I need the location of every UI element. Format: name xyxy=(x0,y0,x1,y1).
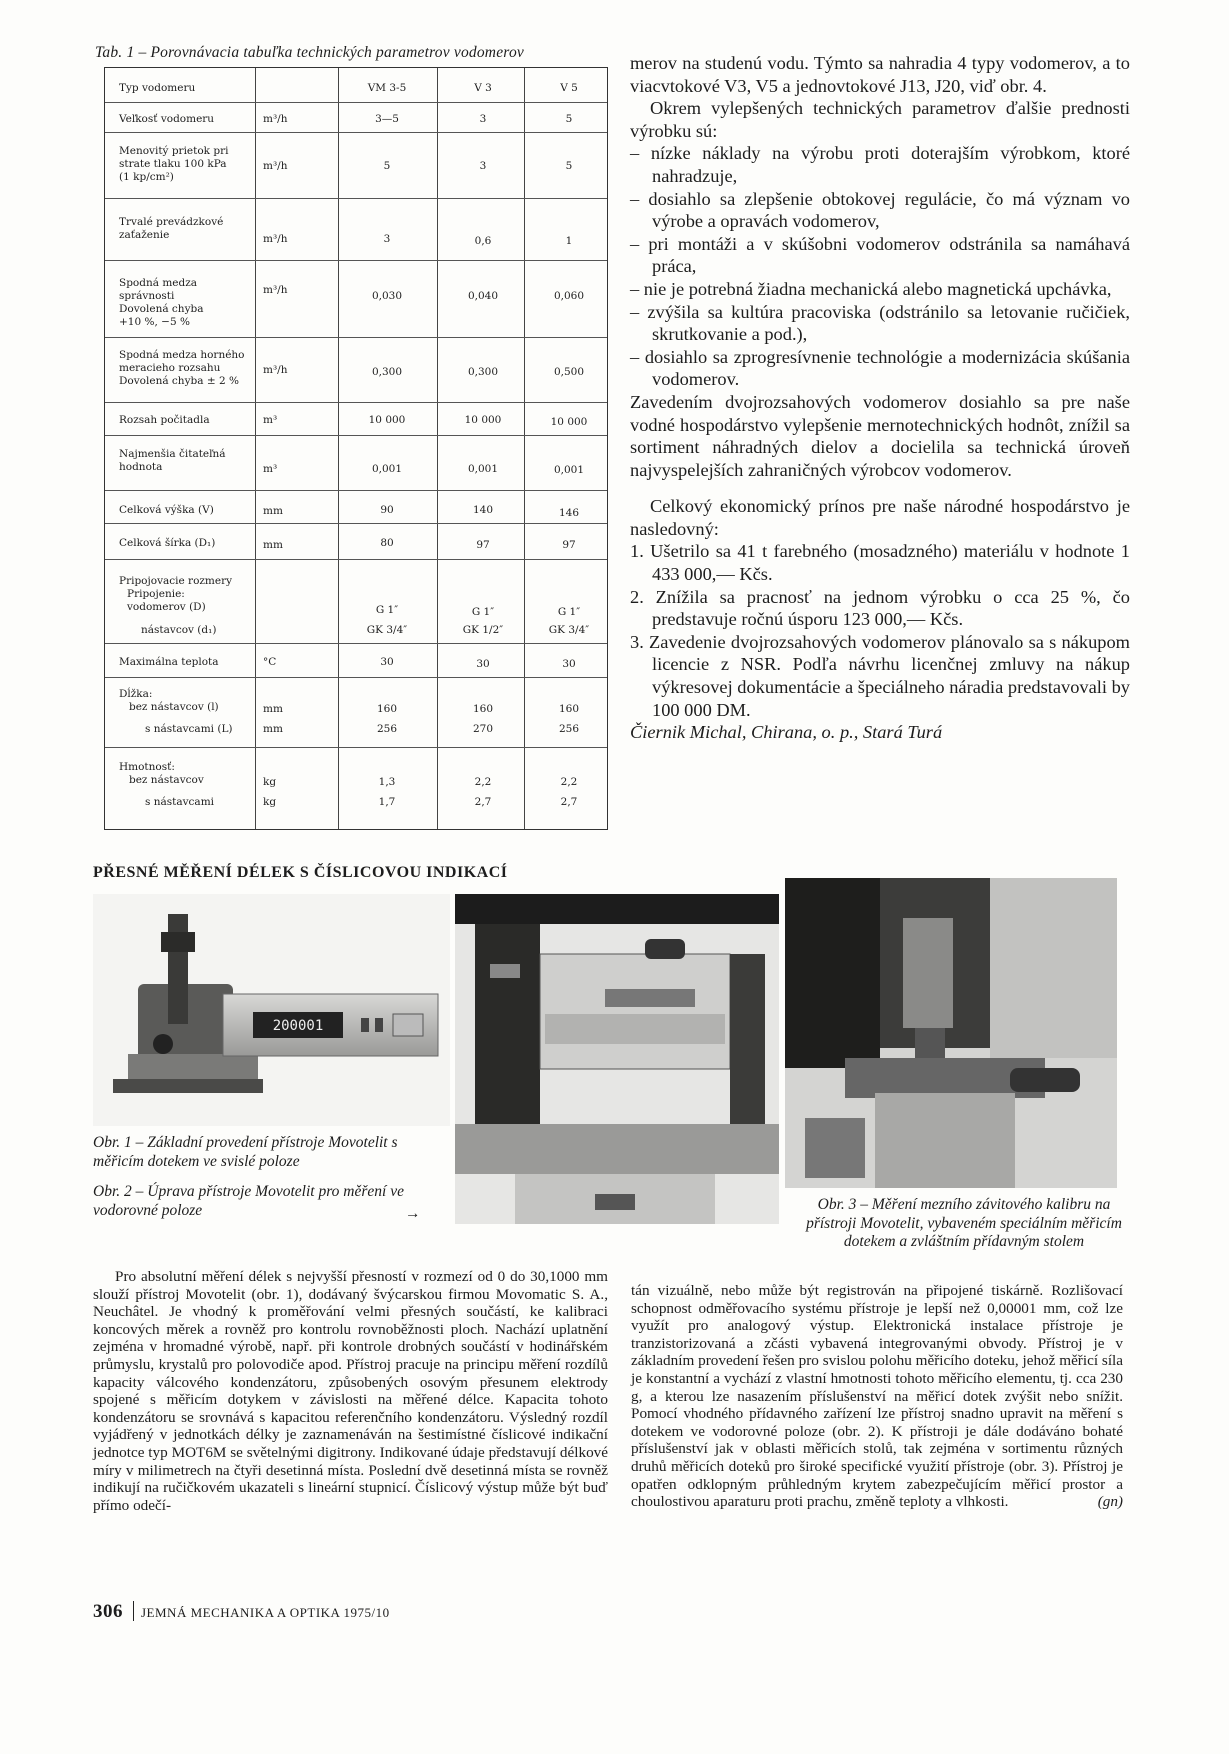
article-body-right: tán vizuálně, nebo může být registrován na připojené tiskárně. Rozlišovací schopnost odměřovacího systému přístroje je lepší než 0,00001 mm, což lze využít pro analogový výstup. Elektronická instalace přístroje je tranzistorizovaná a zčásti vybavená integrovanými obvody. Přístroj je v základním provedení řešen pro svislou polohu měřicího doteku, jehož měřicí síla je konstantní a vychází z vlastní hmotnosti tohoto měřicího elementu, tj. cca 230 g, a kterou lze nasazením příslušenství na měřicí dotek zvýšit nebo snížit. Pomocí vhodného přídavného zařízení lze přístroj snadno upravit na měření s dotekem ve vodorovné poloze (obr. 2). K přístroji je dále dodáváno bohaté příslušenství jak v oblasti měřicích stolů, tak zejména v sortimentu různých druhů měřicích doteků pro široké specifické využití přístroje (obr. 3). Přístroj je opatřen odklopným průhledným krytem zabezpečujícím měřicí prostor a choulostivou aparaturu proti prachu, změně teploty a vlhkosti. (gn) xyxy=(631,1282,1123,1511)
header-v3: V 3 xyxy=(474,82,492,94)
caption-fig1: Obr. 1 – Základní provedení přístroje Movotelit s měřicím dotekem ve svislé poloze xyxy=(93,1134,398,1170)
table-row: Rozsah počitadla m³ 10 000 10 000 10 000 xyxy=(105,402,607,436)
conclusion-paragraph: Zavedením dvojrozsahových vodomerov dosiahlo sa pre naše vodné hospodárstvo vylepšenie mernotechnických hodnôt, znížil sa sortiment náhradných dielov a docielila sa technická úroveň najvyspelejších zahraničných výrobcov vodomerov. xyxy=(630,391,1130,480)
table-row: Pripojovacie rozmery Pripojenie: vodomerov (D) nástavcov (d₁) G 1″ G 1″ G 1″ GK 3/4″ GK 1/2″ GK 3/4″ xyxy=(105,559,607,644)
author-tag: (gn) xyxy=(1097,1493,1123,1511)
list-item: – nie je potrebná žiadna mechanická alebo magnetická upchávka, xyxy=(630,278,1112,299)
list-item: – dosiahlo sa zprogresívnenie technológie a modernizácia skúšania vodomerov. xyxy=(630,346,1130,390)
author-signature: Čiernik Michal, Chirana, o. p., Stará Turá xyxy=(630,722,943,743)
caption-fig3: Obr. 3 – Měření mezního závitového kalibru na přístroji Movotelit, vybaveném speciálním měřicím dotekem a zvláštním přídavným stolem xyxy=(806,1196,1122,1250)
list-item: – pri montáži a v skúšobni vodomerov odstránila sa namáhavá práca, xyxy=(630,233,1130,277)
benefit-intro: Celkový ekonomický prínos pre naše národné hospodárstvo je nasledovný: xyxy=(630,496,1130,539)
list-item: – nízke náklady na výrobu proti doterajším výrobkom, ktoré nahradzuje, xyxy=(630,143,1130,186)
intro-paragraph: merov na studenú vodu. Týmto sa nahradia 4 typy vodomerov, a to viacvtokové V3, V5 a jednovtokové J13, J20, viď obr. 4. xyxy=(630,53,1130,96)
list-item: – dosiahlo sa zlepšenie obtokovej regulácie, čo má význam vo výrobe a opravách vodomerov, xyxy=(630,188,1130,232)
table-row: Dĺžka: bez nástavcov (l) s nástavcami (L) mm mm 160 160 160 256 270 256 xyxy=(105,677,607,748)
table-row: Trvalé prevádzkové zaťaženie m³/h 3 0,6 1 xyxy=(105,198,607,261)
table-row: Veľkosť vodomeru m³/h 3—5 3 5 xyxy=(105,102,607,133)
photo-movotelit-horizontal xyxy=(455,894,779,1224)
table-header-row xyxy=(105,68,607,102)
table-row: Maximálna teplota °C 30 30 30 xyxy=(105,643,607,678)
header-vm35: VM 3-5 xyxy=(367,82,407,94)
article-title: PŘESNÉ MĚŘENÍ DÉLEK S ČÍSLICOVOU INDIKACÍ xyxy=(93,864,508,881)
table-row: Hmotnosť: bez nástavcov s nástavcami kg kg 1,3 2,2 2,2 1,7 2,7 2,7 xyxy=(105,747,607,832)
list-item: 1. Ušetrilo sa 41 t farebného (mosadzného) materiálu v hodnote 1 433 000,— Kčs. xyxy=(630,541,1130,585)
list-item: 3. Zavedenie dvojrozsahových vodomerov plánovalo sa s nákupom licencie z NSR. Podľa návrhu licenčnej zmluvy na nákup výkresovej dokumentácie a špeciálneho náradia predstavovali by 100 000 DM. xyxy=(630,631,1130,720)
header-type: Typ vodomeru xyxy=(119,82,196,94)
table-row: Celková šírka (D₁) mm 80 97 97 xyxy=(105,523,607,560)
display-digits: 200001 xyxy=(272,1018,324,1034)
article-body-left: Pro absolutní měření délek s nejvyšší přesností v rozmezí od 0 do 30,1000 mm slouží přístroj Movotelit (obr. 1), dodávaný švýcarskou firmou Movomatic S. A., Neuchâtel. Je vhodný k proměřování velmi přesných součástí, ke kalibraci koncových měrek a rovněž pro kontrolu rovnoběžnosti ploch. Nachází uplatnění zejména v hromadné výrobě, např. při kontrole drobných součástí v hodinářském průmyslu, krystalů pro polovodiče apod. Přístroj pracuje na principu měření rozdílů kapacity válcového kondenzátoru, způsobených osovým přesunem elektrody spojené s měřicím dotykem v závislosti na měřené délce. Kapacita tohoto kondenzátoru se srovnává s kapacitou referenčního kondenzátoru. Výsledný rozdíl vyjádřený v jednotkách délky je zaznamenáván na šestimístné číslicové indikační jednotce typ MOT6M se světelnými digitrony. Indikované údaje představují délkové míry v milimetrech na čtyři desetinná místa. Poslední dvě desetinná místa se rovněž indikují na ručičkovém ukazateli s lineární stupnicí. Číslicový výstup může být buď přímo odečí- xyxy=(93,1268,608,1514)
table-row: Menovitý prietok pri strate tlaku 100 kPa (1 kp/cm²) m³/h 5 3 5 xyxy=(105,132,607,199)
table-row: Najmenšia čitateľná hodnota m³ 0,001 0,001 0,001 xyxy=(105,435,607,491)
right-column-text xyxy=(630,52,1130,744)
page-footer xyxy=(93,1601,390,1623)
advantages-intro: Okrem vylepšených technických parametrov ďalšie prednosti výrobku sú: xyxy=(630,98,1130,141)
page-number: 306 xyxy=(93,1601,123,1622)
parameters-table xyxy=(104,67,608,830)
caption-fig2: Obr. 2 – Úprava přístroje Movotelit pro měření ve vodorovné poloze xyxy=(93,1183,404,1219)
table-row: Spodná medza horného meracieho rozsahu Dovolená chyba ± 2 % m³/h 0,300 0,300 0,500 xyxy=(105,337,607,403)
photo-movotelit-vertical xyxy=(93,894,450,1126)
table-row: Spodná medza správnosti Dovolená chyba +10 %, −5 % m³/h 0,030 0,040 0,060 xyxy=(105,260,607,338)
arrow-icon: → xyxy=(405,1205,421,1222)
list-item: 2. Znížila sa pracnosť na jednom výrobku o cca 25 %, čo predstavuje ročnú úsporu 123 000,— Kčs. xyxy=(630,586,1130,630)
journal-name: JEMNÁ MECHANIKA A OPTIKA 1975/10 xyxy=(141,1605,390,1620)
table-row: Celková výška (V) mm 90 140 146 xyxy=(105,490,607,524)
photo-thread-gauge-measurement xyxy=(785,878,1117,1188)
header-v5: V 5 xyxy=(560,82,578,94)
list-item: – zvýšila sa kultúra pracoviska (odstránilo sa letovanie ručičiek, skrutkovanie a pod.), xyxy=(630,301,1130,345)
table-caption: Tab. 1 – Porovnávacia tabuľka technických parametrov vodomerov xyxy=(95,44,524,61)
